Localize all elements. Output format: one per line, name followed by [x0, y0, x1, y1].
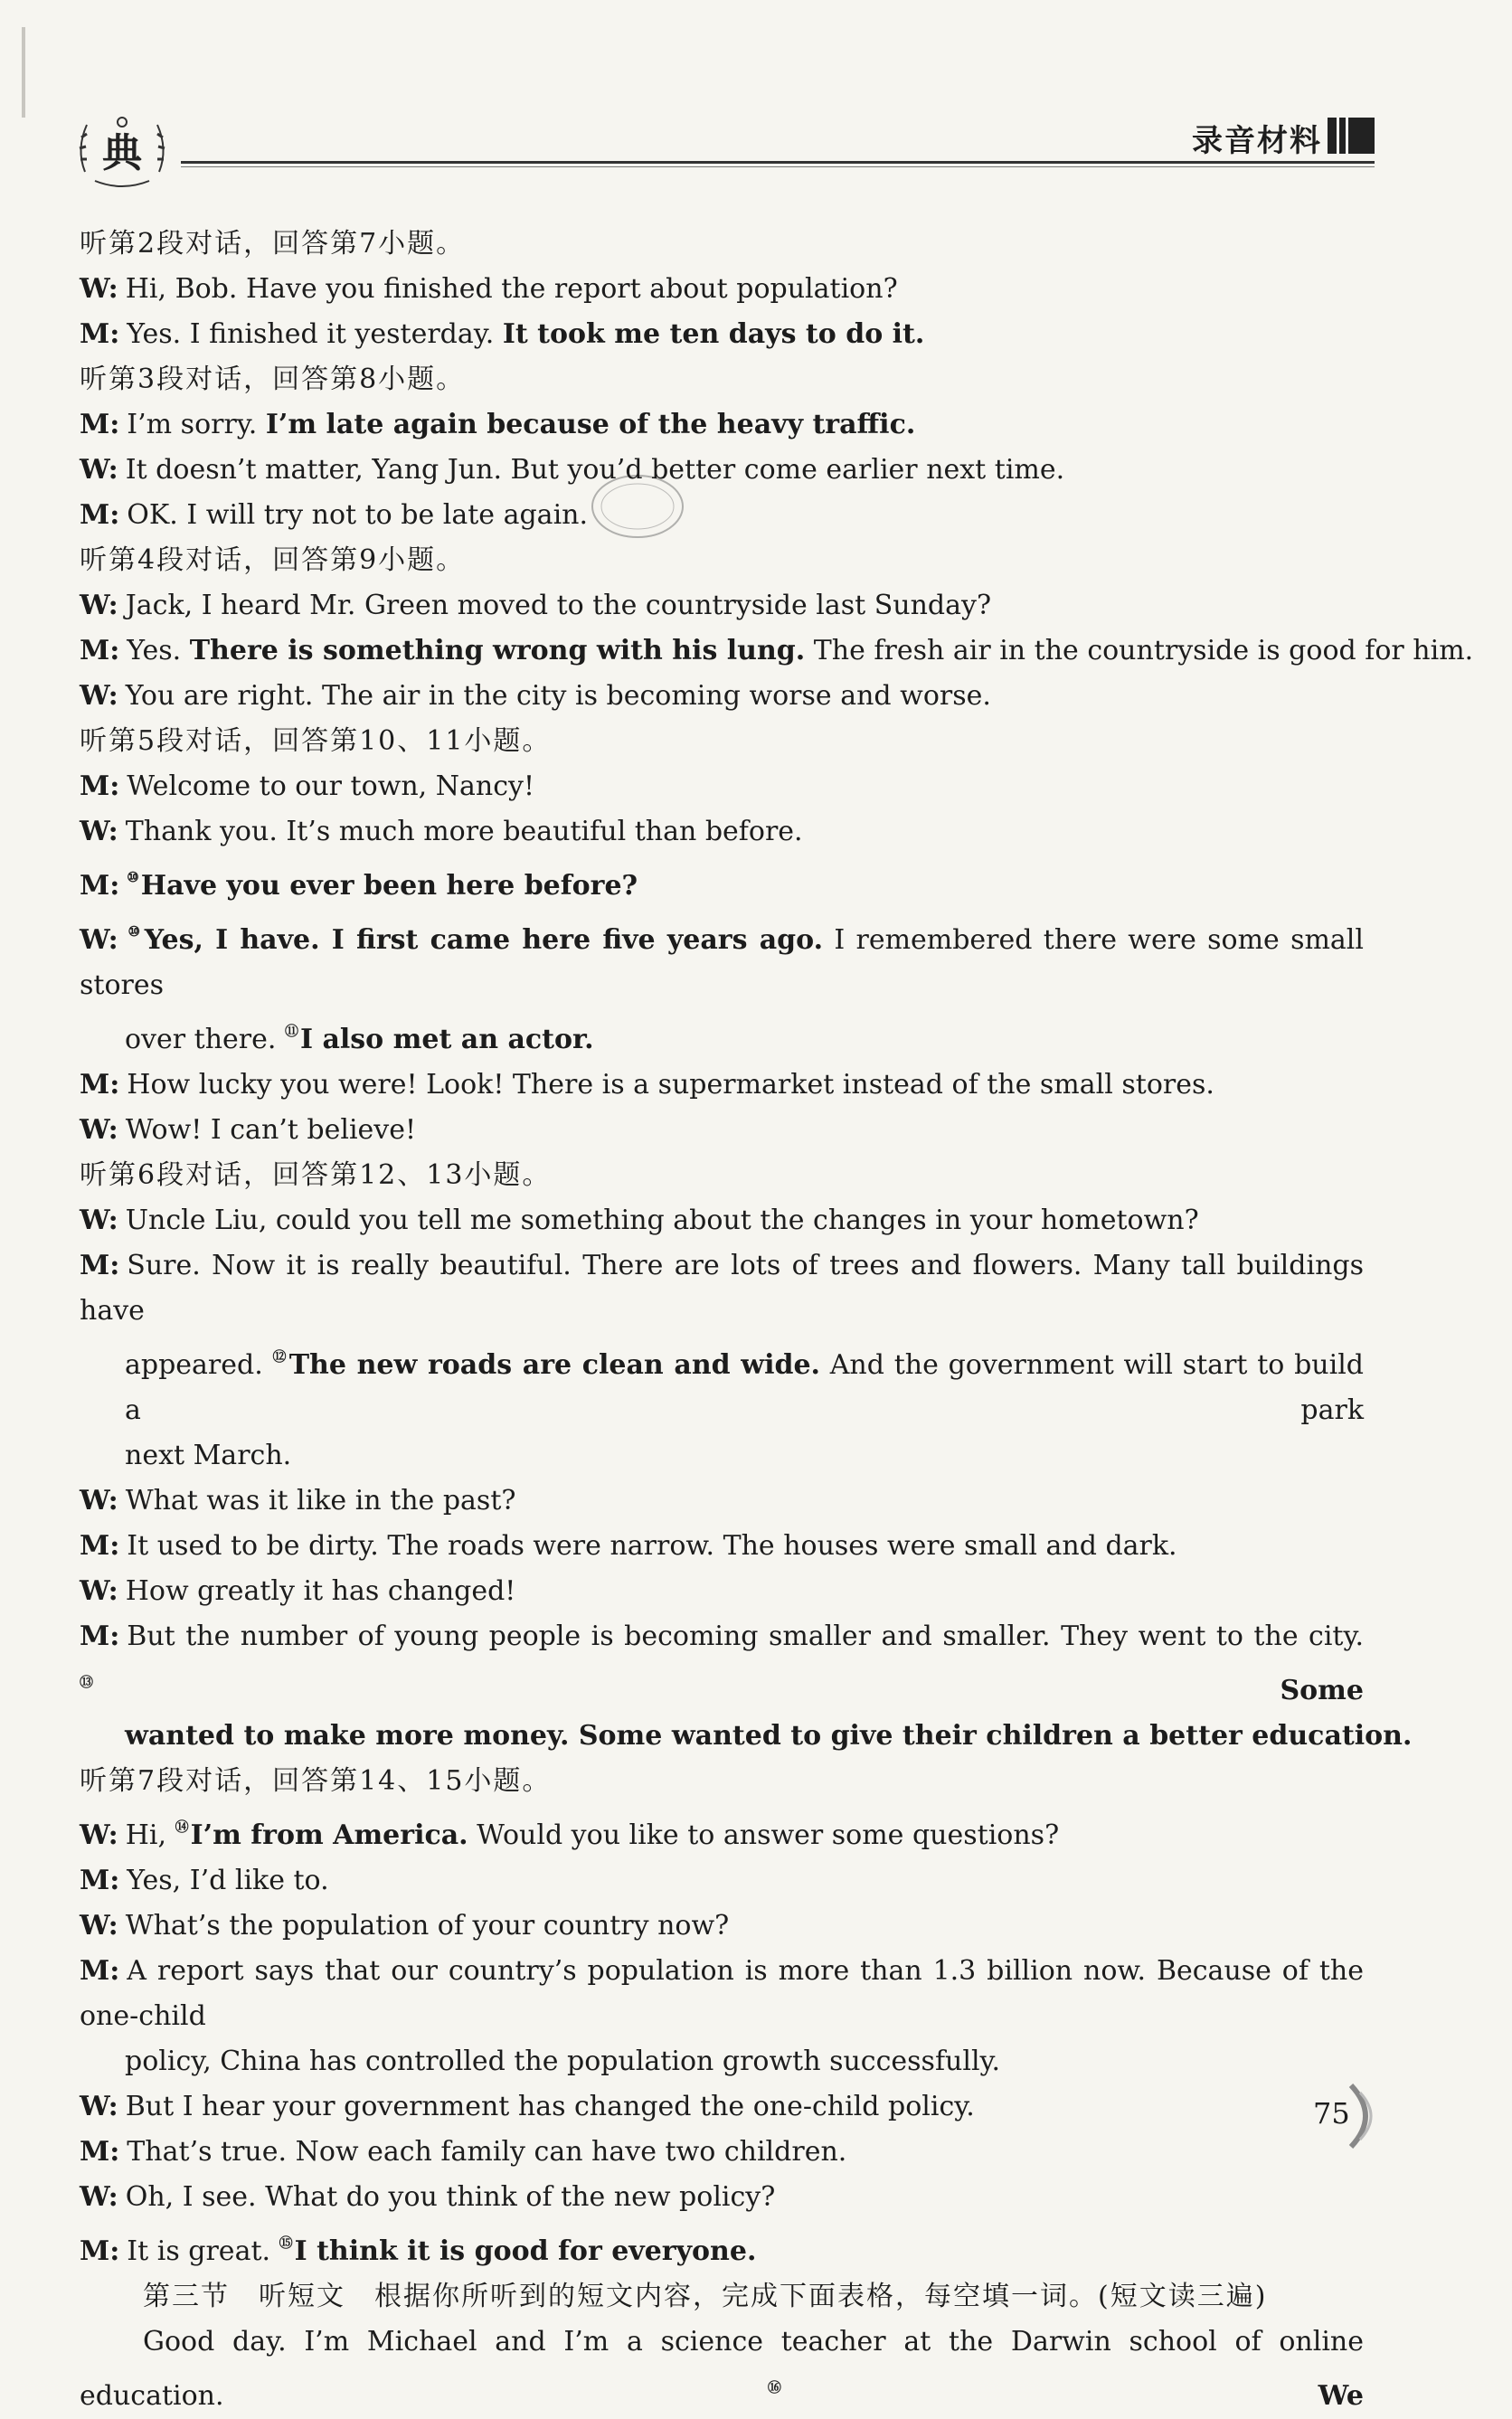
dialog-line: [80, 267, 1364, 312]
dialog-line: [80, 909, 1364, 1008]
page-edge: [22, 27, 25, 118]
speaker-label: W:: [80, 2181, 118, 2213]
speaker-label: M:: [80, 2136, 120, 2168]
dialog-text: I remembered there were some small stores: [80, 924, 1364, 1001]
dialog-text: It used to be dirty. The roads were narrow. The houses were small and dark.: [127, 1530, 1177, 1562]
dialog-text: A report says that our country’s population is more than 1.3 billion now. Because of the one-child: [80, 1955, 1364, 2032]
speaker-label: M:: [80, 1069, 120, 1101]
dialog-line: [80, 583, 1364, 628]
dialog-text: Would you like to answer some questions?: [468, 1819, 1060, 1851]
dialog-line: [80, 1804, 1364, 1858]
page-number: 75: [1313, 2096, 1350, 2131]
dialog-line: [80, 1614, 1364, 1714]
dialog-line: [80, 1334, 1364, 1433]
page-header: [72, 109, 1375, 176]
dialog-line: [80, 855, 1364, 909]
speaker-label: M:: [80, 318, 120, 350]
transcript-content: [80, 222, 1474, 2419]
speaker-label: M:: [80, 409, 120, 440]
dialog-text: Yes. I finished it yesterday.: [127, 318, 503, 350]
question-marker: ⑬: [80, 1674, 1279, 1690]
dialog-text: Hi, Bob. Have you finished the report about population?: [125, 273, 898, 305]
dialog-line: [80, 1524, 1364, 1569]
speaker-label: W:: [80, 924, 118, 956]
passage-line: [80, 2320, 1364, 2419]
section-heading: 第三节 听短文 根据你所听到的短文内容，完成下面表格，每空填一词。(短文读三遍): [143, 2281, 1268, 2312]
dialog-text: over there.: [125, 1024, 285, 1055]
speaker-label: M:: [80, 870, 120, 902]
dialog-line: [80, 448, 1364, 493]
key-phrase: I’m from America.: [190, 1819, 468, 1851]
dialog-line: [80, 1243, 1364, 1334]
key-phrase: I think it is good for everyone.: [294, 2235, 757, 2267]
dialog-text: policy, China has controlled the population growth successfully.: [125, 2046, 1001, 2077]
section-heading: 听第7段对话，回答第14、15小题。: [80, 1765, 552, 1797]
dialog-line: [80, 312, 1364, 357]
dialog-text: Yes, I’d like to.: [127, 1865, 329, 1896]
speaker-label: W:: [80, 1910, 118, 1942]
dialog-text: appeared.: [125, 1349, 273, 1381]
dialog-line: [80, 1904, 1364, 1949]
svg-text:典: 典: [102, 130, 142, 176]
dialog-text: Jack, I heard Mr. Green moved to the countryside last Sunday?: [125, 590, 992, 621]
speaker-label: M:: [80, 635, 120, 666]
page-corner-arc-icon: [1347, 2080, 1384, 2152]
dialog-line: [80, 402, 1364, 448]
speaker-label: W:: [80, 1114, 118, 1146]
dialog-line: [80, 1008, 1364, 1063]
speaker-label: M:: [80, 1865, 120, 1896]
dialog-text: Welcome to our town, Nancy!: [127, 770, 534, 802]
question-marker: ⑩: [125, 923, 143, 940]
dialog-text: I’m sorry.: [127, 409, 266, 440]
key-phrase: The new roads are clean and wide.: [288, 1349, 821, 1381]
dialog-text: next March.: [125, 1440, 292, 1471]
dialog-line: [80, 2130, 1364, 2175]
dialog-text: Oh, I see. What do you think of the new policy?: [125, 2181, 776, 2213]
dialog-text: But I hear your government has changed the one-child policy.: [125, 2091, 975, 2122]
dialog-text: Thank you. It’s much more beautiful than before.: [125, 816, 803, 847]
dialog-line: [80, 2084, 1364, 2130]
dialog-line: [80, 1433, 1364, 1479]
dialog-line: [80, 2039, 1364, 2084]
speaker-label: W:: [80, 273, 118, 305]
section-heading: 听第6段对话，回答第12、13小题。: [80, 1159, 552, 1191]
speaker-label: M:: [80, 1250, 120, 1281]
question-marker: ⑫: [272, 1348, 288, 1365]
header-bars-decoration: [1328, 118, 1375, 154]
dialog-text: But the number of young people is becoming smaller and smaller. They went to the city.: [127, 1621, 1364, 1652]
dialog-text: Sure. Now it is really beautiful. There are lots of trees and flowers. Many tall buildings have: [80, 1250, 1364, 1327]
speaker-label: W:: [80, 454, 118, 486]
header-rule-thin: [181, 166, 1375, 167]
speaker-label: W:: [80, 2091, 118, 2122]
dialog-line: [80, 674, 1364, 719]
speaker-label: W:: [80, 1205, 118, 1236]
dialog-text: How greatly it has changed!: [125, 1575, 516, 1607]
key-phrase: wanted to make more money. Some wanted to give their children a better education.: [125, 1720, 1413, 1752]
dialog-line: [80, 2220, 1364, 2274]
dialog-line: [80, 628, 1474, 674]
speaker-label: M:: [80, 499, 120, 531]
dialog-line: [80, 1063, 1364, 1108]
key-phrase: I’m late again because of the heavy traffic.: [265, 409, 916, 440]
dialog-text: And the government will start to build a park: [125, 1349, 1364, 1426]
dialog-text: It is great.: [127, 2235, 279, 2267]
dialog-line: [80, 1108, 1364, 1153]
section-heading: 听第5段对话，回答第10、11小题。: [80, 725, 552, 757]
speaker-label: M:: [80, 1530, 120, 1562]
question-marker: ⑯: [767, 2379, 1317, 2395]
dialog-text: What was it like in the past?: [125, 1485, 516, 1517]
dialog-line: [80, 493, 1364, 538]
key-phrase: Have you ever been here before?: [140, 870, 638, 902]
dialog-line: [80, 1198, 1364, 1243]
speaker-label: W:: [80, 816, 118, 847]
dialog-text: Wow! I can’t believe!: [125, 1114, 417, 1146]
header-rule: [181, 161, 1375, 164]
dialog-text: It doesn’t matter, Yang Jun. But you’d better come earlier next time.: [125, 454, 1065, 486]
dialog-line: [80, 1569, 1364, 1614]
key-phrase: Some: [1280, 1675, 1364, 1706]
dialog-text: Good day. I’m Michael and I’m a science teacher at the Darwin school of online education.: [80, 2326, 1364, 2412]
section-heading: 听第3段对话，回答第8小题。: [80, 364, 466, 395]
dialog-line: [80, 1479, 1364, 1524]
dialog-text: What’s the population of your country now?: [125, 1910, 730, 1942]
dialog-line: [80, 1858, 1364, 1904]
dialog-text: Yes.: [127, 635, 190, 666]
speaker-label: W:: [80, 590, 118, 621]
speaker-label: W:: [80, 680, 118, 712]
question-marker: ⑮: [279, 2235, 293, 2251]
key-phrase: There is something wrong with his lung.: [189, 635, 806, 666]
speaker-label: M:: [80, 2235, 120, 2267]
question-marker: ⑩: [127, 869, 139, 885]
dialog-line: [80, 764, 1364, 809]
publisher-logo-icon: [72, 109, 172, 194]
question-marker: ⑪: [284, 1023, 298, 1039]
dialog-text: That’s true. Now each family can have two children.: [127, 2136, 847, 2168]
speaker-label: M:: [80, 1955, 120, 1987]
header-label: 录音材料: [1192, 123, 1322, 159]
key-phrase: It took me ten days to do it.: [502, 318, 925, 350]
dialog-line: [80, 1949, 1364, 2039]
key-phrase: We: [1318, 2380, 1364, 2412]
section-heading: 听第2段对话，回答第7小题。: [80, 228, 466, 260]
speaker-label: W:: [80, 1575, 118, 1607]
speaker-label: W:: [80, 1485, 118, 1517]
dialog-line: [80, 2175, 1364, 2220]
dialog-text: The fresh air in the countryside is good for him.: [805, 635, 1474, 666]
section-heading: 听第4段对话，回答第9小题。: [80, 544, 466, 576]
key-phrase: I also met an actor.: [299, 1024, 594, 1055]
dialog-text: You are right. The air in the city is becoming worse and worse.: [125, 680, 991, 712]
dialog-text: Uncle Liu, could you tell me something about the changes in your hometown?: [125, 1205, 1199, 1236]
question-marker: ⑭: [175, 1819, 189, 1835]
dialog-text: Hi,: [125, 1819, 175, 1851]
speaker-label: M:: [80, 770, 120, 802]
dialog-text: OK. I will try not to be late again.: [127, 499, 589, 531]
dialog-line: [80, 809, 1364, 855]
dialog-text: How lucky you were! Look! There is a supermarket instead of the small stores.: [127, 1069, 1214, 1101]
speaker-label: M:: [80, 1621, 120, 1652]
dialog-line: [80, 1714, 1413, 1759]
key-phrase: Yes, I have. I first came here five years ago.: [144, 924, 824, 956]
speaker-label: W:: [80, 1819, 118, 1851]
